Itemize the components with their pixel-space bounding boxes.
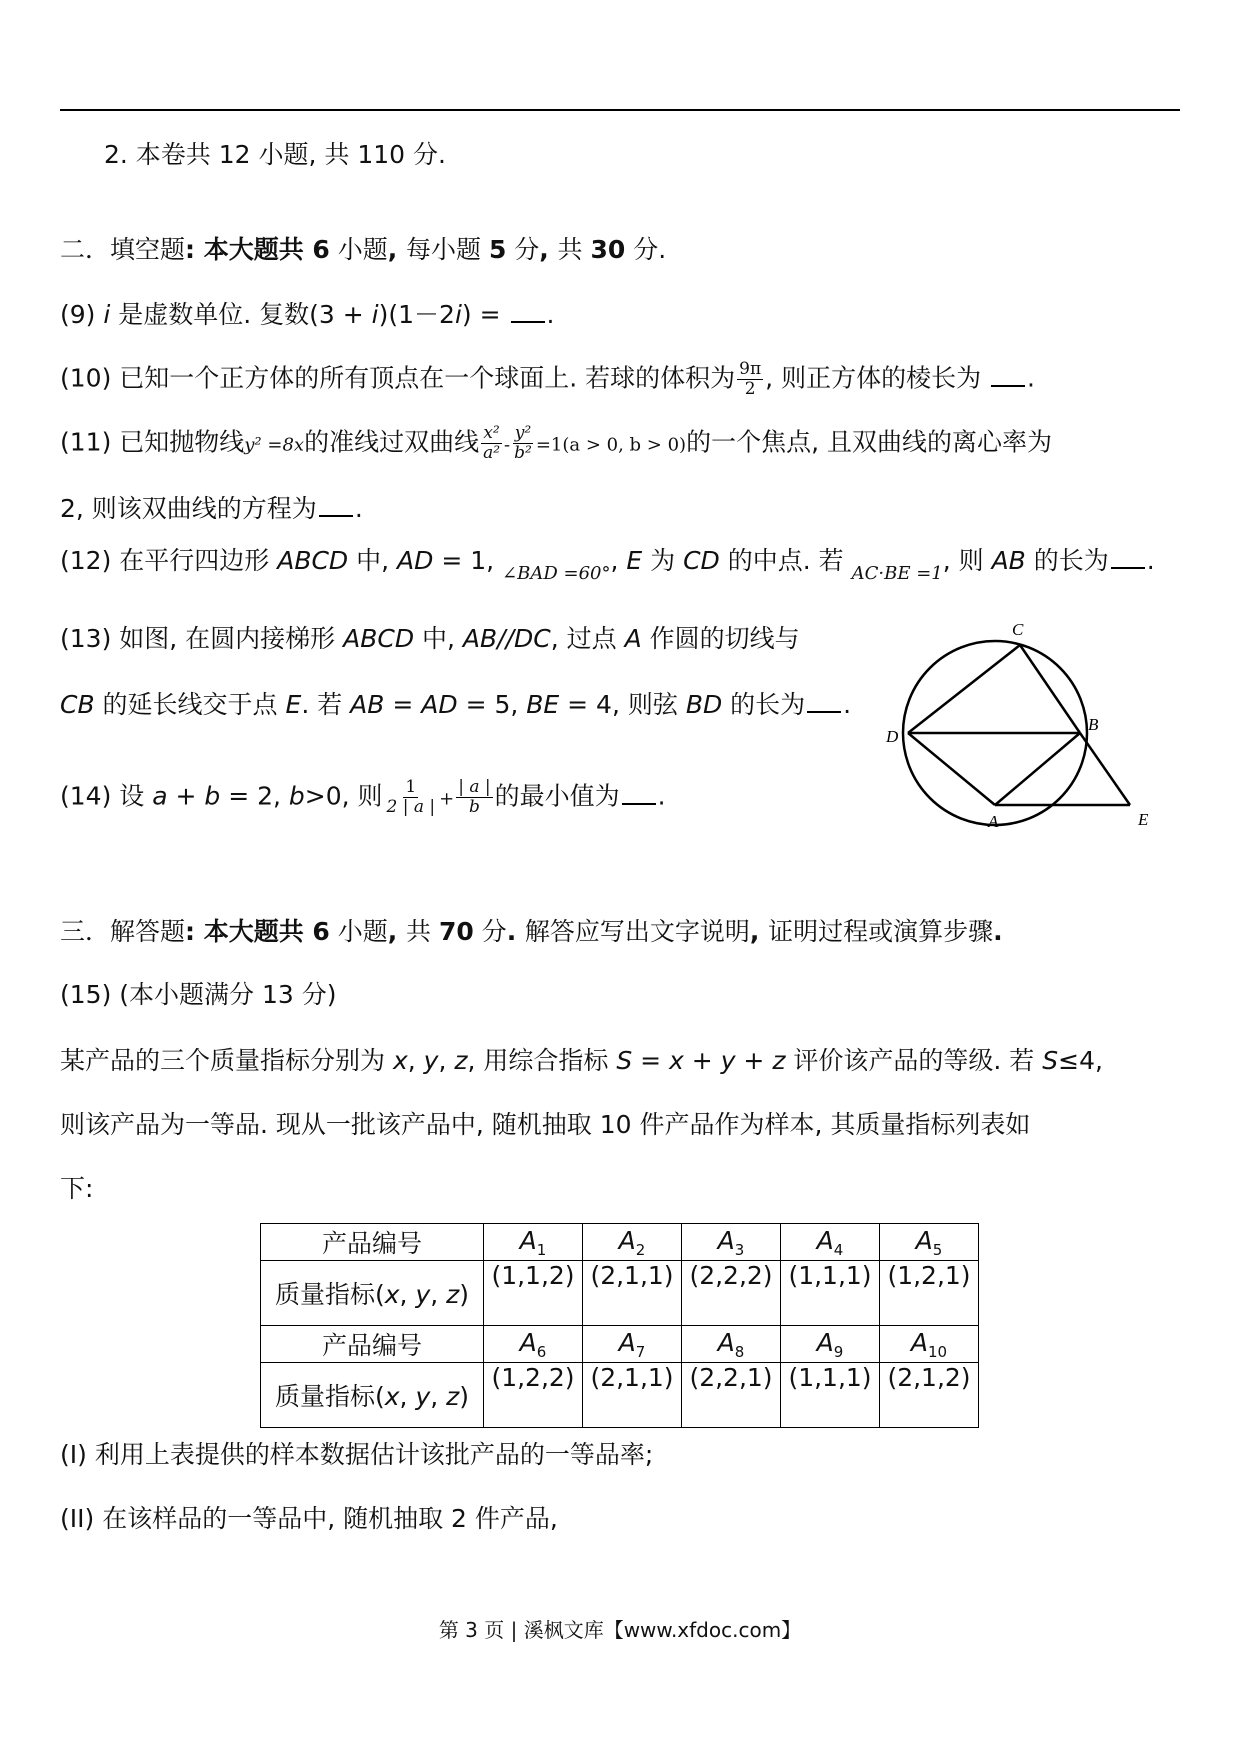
table-row [261, 1261, 979, 1326]
chord-da [908, 733, 995, 805]
question-14: (14) 设 a + b = 2, b>0, 则 $\frac{1}{2 | a |}$ + $\frac{| a |}{b}$ 的最小值为 . [60, 777, 666, 817]
intro-line: 2. 本卷共 12 小题, 共 110 分. [104, 140, 446, 169]
table-cell: $A_{10}$ [880, 1326, 979, 1363]
problem-text-1: 某产品的三个质量指标分别为 x, y, z, 用综合指标 S = x + y + z 评价该产品的等级. 若 S≤4, [60, 1046, 1103, 1075]
table-cell: (2,1,1) [583, 1363, 682, 1428]
fraction: $\frac{9\pi}{2}$ [739, 359, 762, 399]
answer-blank [319, 495, 353, 517]
product-table [260, 1223, 979, 1428]
table-cell: (1,2,2) [484, 1363, 583, 1428]
label-a: A [988, 812, 999, 830]
section-2-heading: 二．填空题: 本大题共 6 小题, 每小题 5 分, 共 30 分. [60, 235, 667, 264]
table-cell: (1,2,1) [880, 1261, 979, 1326]
table-cell: (2,1,1) [583, 1261, 682, 1326]
table-cell: $A_1$ [484, 1224, 583, 1261]
table-cell: (2,1,2) [880, 1363, 979, 1428]
question-13: (13) 如图, 在圆内接梯形 ABCD 中, AB//DC, 过点 A 作圆的切线与 [60, 624, 800, 653]
question-10: (10) 已知一个正方体的所有顶点在一个球面上. 若球的体积为 $\frac{9\pi}{2}$ , 则正方体的棱长为 . [60, 359, 1035, 399]
table-header-cell: 产品编号 [261, 1224, 484, 1261]
table-cell: $A_3$ [682, 1224, 781, 1261]
page-footer: 第 3 页 | 溪枫文库【www.xfdoc.com】 [438, 1618, 802, 1642]
table-cell: (1,1,2) [484, 1261, 583, 1326]
table-header-cell: 产品编号 [261, 1326, 484, 1363]
problem-text-3: 下: [60, 1174, 94, 1203]
answer-blank [622, 783, 656, 805]
table-row [261, 1224, 979, 1261]
trapezoid-circle-figure [880, 615, 1170, 830]
table-cell: (1,1,1) [781, 1261, 880, 1326]
label-d: D [886, 727, 899, 746]
question-11: (11) 已知抛物线y² =8x的准线过双曲线 $\frac{\text{x²}}{\text{a²}}$ - $\frac{\text{y²}}{\text{b²}}$ =1(a > 0, b > 0)的一个焦点, 且双曲线的离心率为 [60, 423, 1052, 463]
answer-blank [511, 301, 545, 323]
question-12: (12) 在平行四边形 ABCD 中, AD = 1, $_{\angle BAD =60^\circ}$, E 为 CD 的中点. 若 $_{AC\cdot BE =1}$, 则 AB 的长为 . [60, 546, 1155, 584]
question-9: (9) i 是虚数单位. 复数(3 + i)(1－2i) = . [60, 300, 555, 329]
problem-text-2: 则该产品为一等品. 现从一批该产品中, 随机抽取 10 件产品作为样本, 其质量指标列表如 [60, 1110, 1031, 1139]
fraction: $\frac{\text{y²}}{\text{b²}}$ [514, 423, 532, 463]
fraction: $\frac{| a |}{b}$ [458, 777, 491, 817]
fraction: $\frac{1}{2 | a |}$ [386, 777, 436, 817]
table-cell: (2,2,2) [682, 1261, 781, 1326]
question-13-continued: CB 的延长线交于点 E. 若 AB = AD = 5, BE = 4, 则弦 BD 的长为 . [60, 690, 852, 719]
table-row [261, 1326, 979, 1363]
table-row [261, 1363, 979, 1428]
table-cell: $A_9$ [781, 1326, 880, 1363]
answer-blank [991, 365, 1025, 387]
header-rule [60, 109, 1180, 111]
chord-ab [995, 733, 1080, 805]
answer-blank [807, 691, 841, 713]
table-cell: (1,1,1) [781, 1363, 880, 1428]
chord-dc [908, 645, 1020, 733]
part-1: (I) 利用上表提供的样本数据估计该批产品的一等品率; [60, 1440, 654, 1469]
question-15-heading: (15) (本小题满分 13 分) [60, 980, 337, 1009]
question-11-continued: 2, 则该双曲线的方程为 . [60, 494, 363, 523]
table-header-cell: 质量指标(x, y, z) [261, 1363, 484, 1428]
label-c: C [1012, 620, 1024, 639]
table-cell: $A_7$ [583, 1326, 682, 1363]
table-cell: $A_2$ [583, 1224, 682, 1261]
table-cell: $A_8$ [682, 1326, 781, 1363]
fraction: $\frac{\text{x²}}{\text{a²}}$ [483, 423, 501, 463]
table-cell: $A_5$ [880, 1224, 979, 1261]
part-2: (II) 在该样品的一等品中, 随机抽取 2 件产品, [60, 1504, 558, 1533]
table-cell: $A_4$ [781, 1224, 880, 1261]
extension-be [1080, 733, 1130, 805]
answer-blank [1111, 547, 1145, 569]
table-cell: (2,2,1) [682, 1363, 781, 1428]
label-e: E [1138, 810, 1149, 829]
table-cell: $A_6$ [484, 1326, 583, 1363]
section-3-heading: 三．解答题: 本大题共 6 小题, 共 70 分. 解答应写出文字说明, 证明过程或演算步骤. [60, 917, 1003, 946]
label-b: B [1088, 715, 1099, 734]
table-header-cell: 质量指标(x, y, z) [261, 1261, 484, 1326]
